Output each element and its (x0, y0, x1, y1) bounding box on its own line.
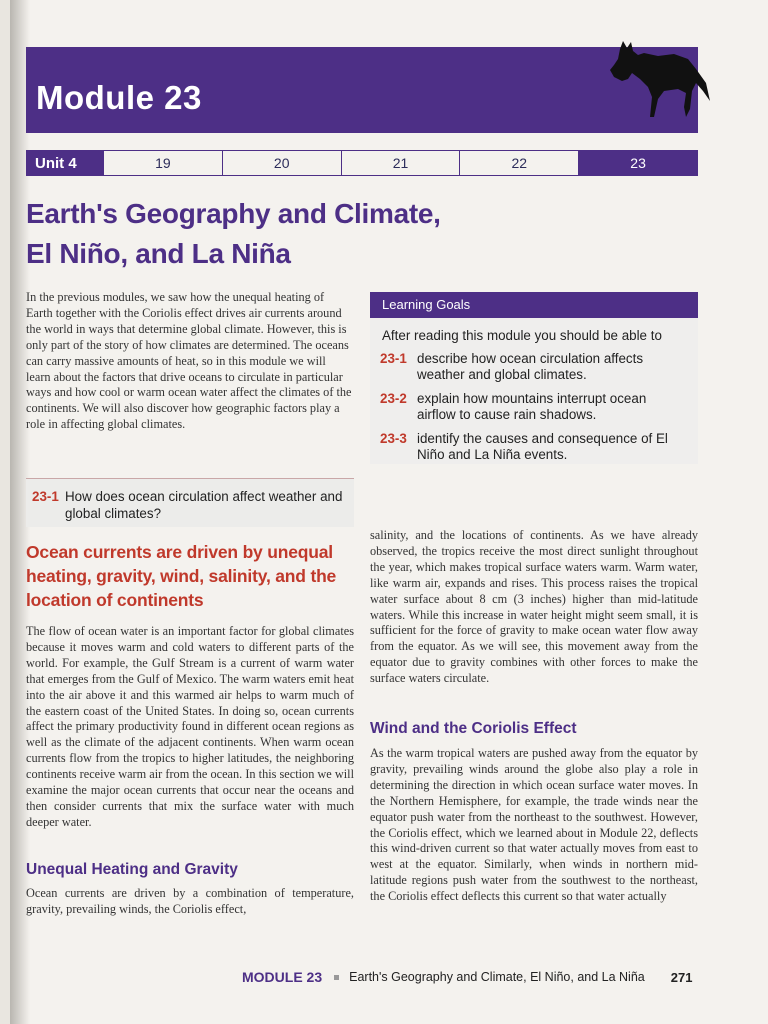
module-title: Module 23 (36, 79, 202, 116)
chapter-title (26, 194, 441, 274)
subheading: Unequal Heating and Gravity (26, 861, 238, 878)
footer-title: Earth's Geography and Climate, El Niño, and La Niña (349, 970, 645, 984)
section-question: How does ocean circulation affect weather and global climates? (65, 489, 343, 521)
goal-number: 23-2 (380, 391, 407, 406)
footer-module-label: MODULE 23 (242, 969, 323, 985)
goal-text: describe how ocean circulation affects weather and global climates. (417, 351, 644, 382)
learning-goals-intro: After reading this module you should be able to (382, 328, 662, 343)
section-headline: Ocean currents are driven by unequal heating, gravity, wind, salinity, and the location of continents (26, 542, 337, 610)
learning-goals-box (370, 292, 698, 464)
subheading: Wind and the Coriolis Effect (370, 720, 577, 737)
section-number: 23-1 (32, 489, 59, 504)
page-number: 271 (670, 969, 693, 985)
nav-module-19[interactable]: 19 (103, 151, 222, 175)
learning-goals-heading: Learning Goals (370, 292, 698, 318)
goal-text: identify the causes and consequence of El Niño and La Niña events. (417, 431, 668, 462)
nav-module-22[interactable]: 22 (459, 151, 578, 175)
body-paragraph: salinity, and the locations of continents. As we have already observed, the tropics receive the most direct sunlight throughout the year, which makes tropical surface waters warm. Warm water, like warm air, expands and rises. This process raises the tropical water surface about 8 cm (3 inches) higher than mid-latitude waters. While this increase in water height might seem small, it is sufficient for the force of gravity to make ocean water flow away from the equator. As we will see, this movement away from the equator due to gravity combines with other forces to make the surface waters circulate. (370, 528, 698, 686)
nav-module-21[interactable]: 21 (341, 151, 460, 175)
intro-paragraph: In the previous modules, we saw how the unequal heating of Earth together with the Coriolis effect drives air currents around the world in ways that determine global climate. However, this is only part of the story of how climates are determined. The oceans can carry massive amounts of heat, so in this module we will learn about the factors that drive oceans to circulate in particular ways and how cool or warm ocean water affect the climates of the continents. We will also discover how geographic factors play a role in affecting global climates. (26, 290, 352, 432)
section-question-box (26, 478, 354, 527)
module-banner (26, 47, 698, 133)
goal-number: 23-1 (380, 351, 407, 366)
body-paragraph: The flow of ocean water is an important factor for global climates because it moves warm and cold waters to different parts of the world. For example, the Gulf Stream is a current of warm water that emerges from the Gulf of Mexico. The warm waters emit heat into the air above it and this warmed air helps to warm much of the eastern coast of the United States. In doing so, ocean currents affect the primary productivity found in different ocean regions as well as the climate of the adjacent continents. When warm ocean currents flow from the tropics to higher latitudes, the neighboring continents receive warm air from the ocean. In this section we will examine the major ocean currents that occur near the oceans and then consider currents that mix the surface water with much deeper water. (26, 624, 354, 829)
learning-goal (380, 391, 686, 423)
nav-module-20[interactable]: 20 (222, 151, 341, 175)
footer-separator-icon (334, 975, 339, 980)
goal-text: explain how mountains interrupt ocean airflow to cause rain shadows. (417, 391, 647, 422)
nav-module-23[interactable]: 23 (578, 151, 697, 175)
unit-navigation (26, 150, 698, 176)
goal-number: 23-3 (380, 431, 407, 446)
body-paragraph: As the warm tropical waters are pushed away from the equator by gravity, prevailing winds around the globe also play a role in determining the direction in which ocean surface water moves. In the Northern Hemisphere, for example, the trade winds near the equator push water from the northeast to the southwest. However, the Coriolis effect, which we learned about in Module 22, deflects this wind-driven current so that water actually moves from east to west at the equator. Similarly, when winds in northern mid-latitude regions push water from the southwest to the northeast, the Coriolis effect deflects this current so that water actually (370, 746, 698, 904)
textbook-page (10, 0, 768, 1024)
page-footer (242, 969, 692, 985)
unit-label: Unit 4 (27, 151, 103, 175)
body-paragraph: Ocean currents are driven by a combination of temperature, gravity, prevailing winds, the Coriolis effect, (26, 886, 354, 916)
chapter-title-line1: Earth's Geography and Climate, (26, 198, 441, 229)
chapter-title-line2: El Niño, and La Niña (26, 238, 291, 269)
coyote-silhouette-icon (592, 39, 712, 121)
learning-goal (380, 351, 686, 383)
learning-goal (380, 431, 686, 463)
